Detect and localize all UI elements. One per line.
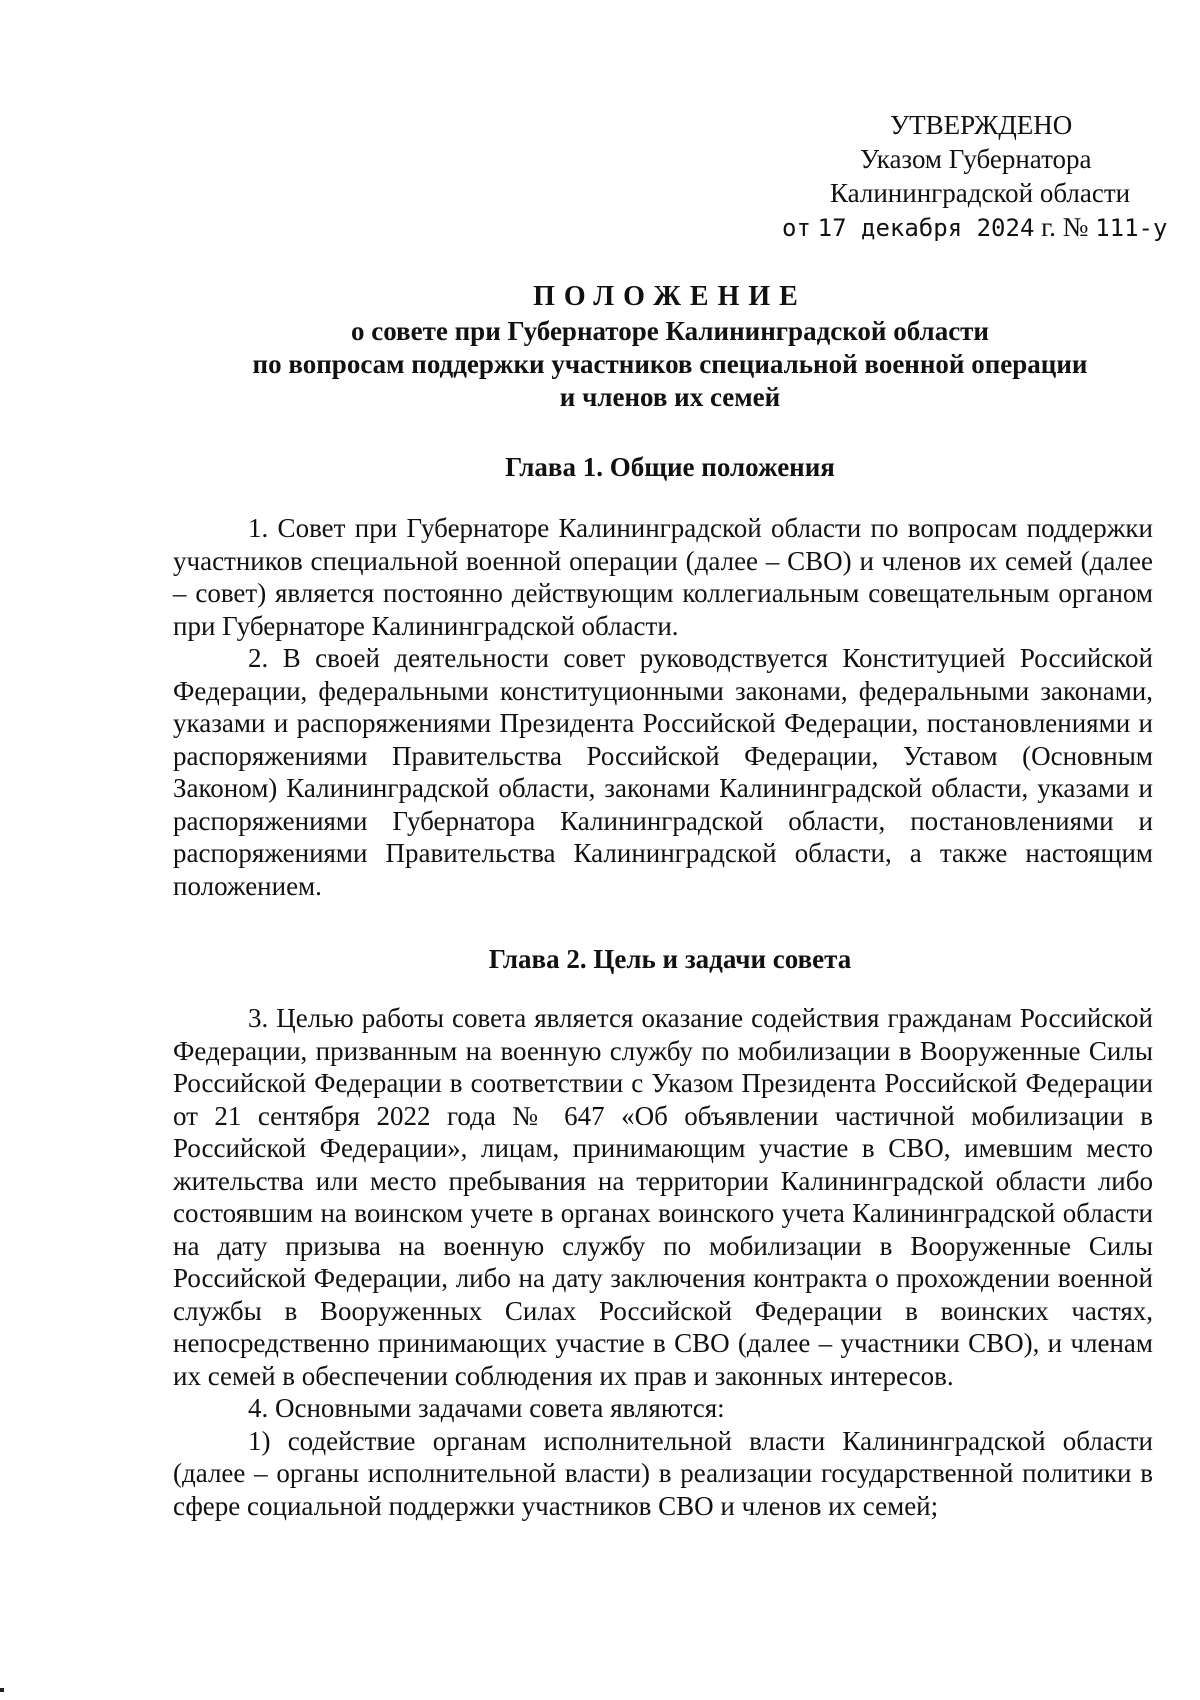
chapter-2-body — [173, 1002, 1153, 1522]
approval-date-line — [760, 210, 1200, 245]
chapter-2-heading: Глава 2. Цель и задачи совета — [488, 944, 852, 974]
paragraph-4-item-1: 1) содействие органам исполнительной власти Калининградской области (далее – органы исполнительной власти) в реализации государственной политики в сфере социальной поддержки участников СВО и членов их семей; — [173, 1425, 1153, 1521]
document-subtitle-2: по вопросам поддержки участников специальной военной операции — [252, 349, 1088, 379]
paragraph-2: 2. В своей деятельности совет руководствуется Конституцией Российской Федерации, федеральными конституционными законами, федеральными законами, указами и распоряжениями Президента Российской Федерации, постановлениями и распоряжениями Правительства Российской Федерации, Уставом (Основным Законом) Калининградской области, законами Калининградской области, указами и распоряжениями Губернатора Калининградской области, постановлениями и распоряжениями Правительства Калининградской области, а также настоящим положением. — [173, 643, 1153, 901]
paragraph-3: 3. Целью работы совета является оказание содействия гражданам Российской Федерации, призванным на военную службу по мобилизации в Вооруженные Силы Российской Федерации в соответствии с Указом Президента Российской Федерации от 21 сентября 2022 года № 647 «Об объявлении частичной мобилизации в Российской Федерации», лицам, принимающим участие в СВО, имевшим место жительства или место пребывания на территории Калининградской области либо состоявшим на воинском учете в органах воинского учета Калининградской области на дату призыва на военную службу по мобилизации в Вооруженные Силы Российской Федерации, либо на дату заключения контракта о прохождении военной службы в Вооруженных Силах Российской Федерации в воинских частях, непосредственно принимающих участие в СВО (далее – участники СВО), и членам их семей в обеспечении соблюдения их прав и законных интересов. — [173, 1003, 1153, 1391]
paragraph-1: 1. Совет при Губернаторе Калининградской области по вопросам поддержки участников специальной военной операции (далее – СВО) и членов их семей (далее – совет) является постоянно действующим коллегиальным совещательным органом при Губернаторе Калининградской области. — [173, 513, 1153, 641]
chapter-1-body — [173, 512, 1153, 902]
document-title: ПОЛОЖЕНИЕ — [533, 281, 807, 312]
document-subtitle-1: о совете при Губернаторе Калининградской области — [351, 316, 989, 346]
approval-date: 17 декабря 2024 — [817, 214, 1035, 242]
approval-decree: Указом Губернатора — [860, 144, 1092, 174]
chapter-1-heading: Глава 1. Общие положения — [505, 452, 835, 482]
approval-approved: УТВЕРЖДЕНО — [890, 110, 1073, 140]
approval-region: Калининградской области — [830, 178, 1131, 208]
scan-corner-mark — [0, 1688, 4, 1692]
document-title-block — [120, 280, 1200, 414]
approval-date-prefix: от — [782, 214, 811, 242]
approval-number: 111-у — [1095, 214, 1168, 242]
document-subtitle-3: и членов их семей — [559, 382, 781, 412]
approval-stamp — [760, 108, 1200, 245]
paragraph-4: 4. Основными задачами совета являются: — [248, 1393, 725, 1423]
approval-number-label: г. № — [1041, 212, 1089, 242]
